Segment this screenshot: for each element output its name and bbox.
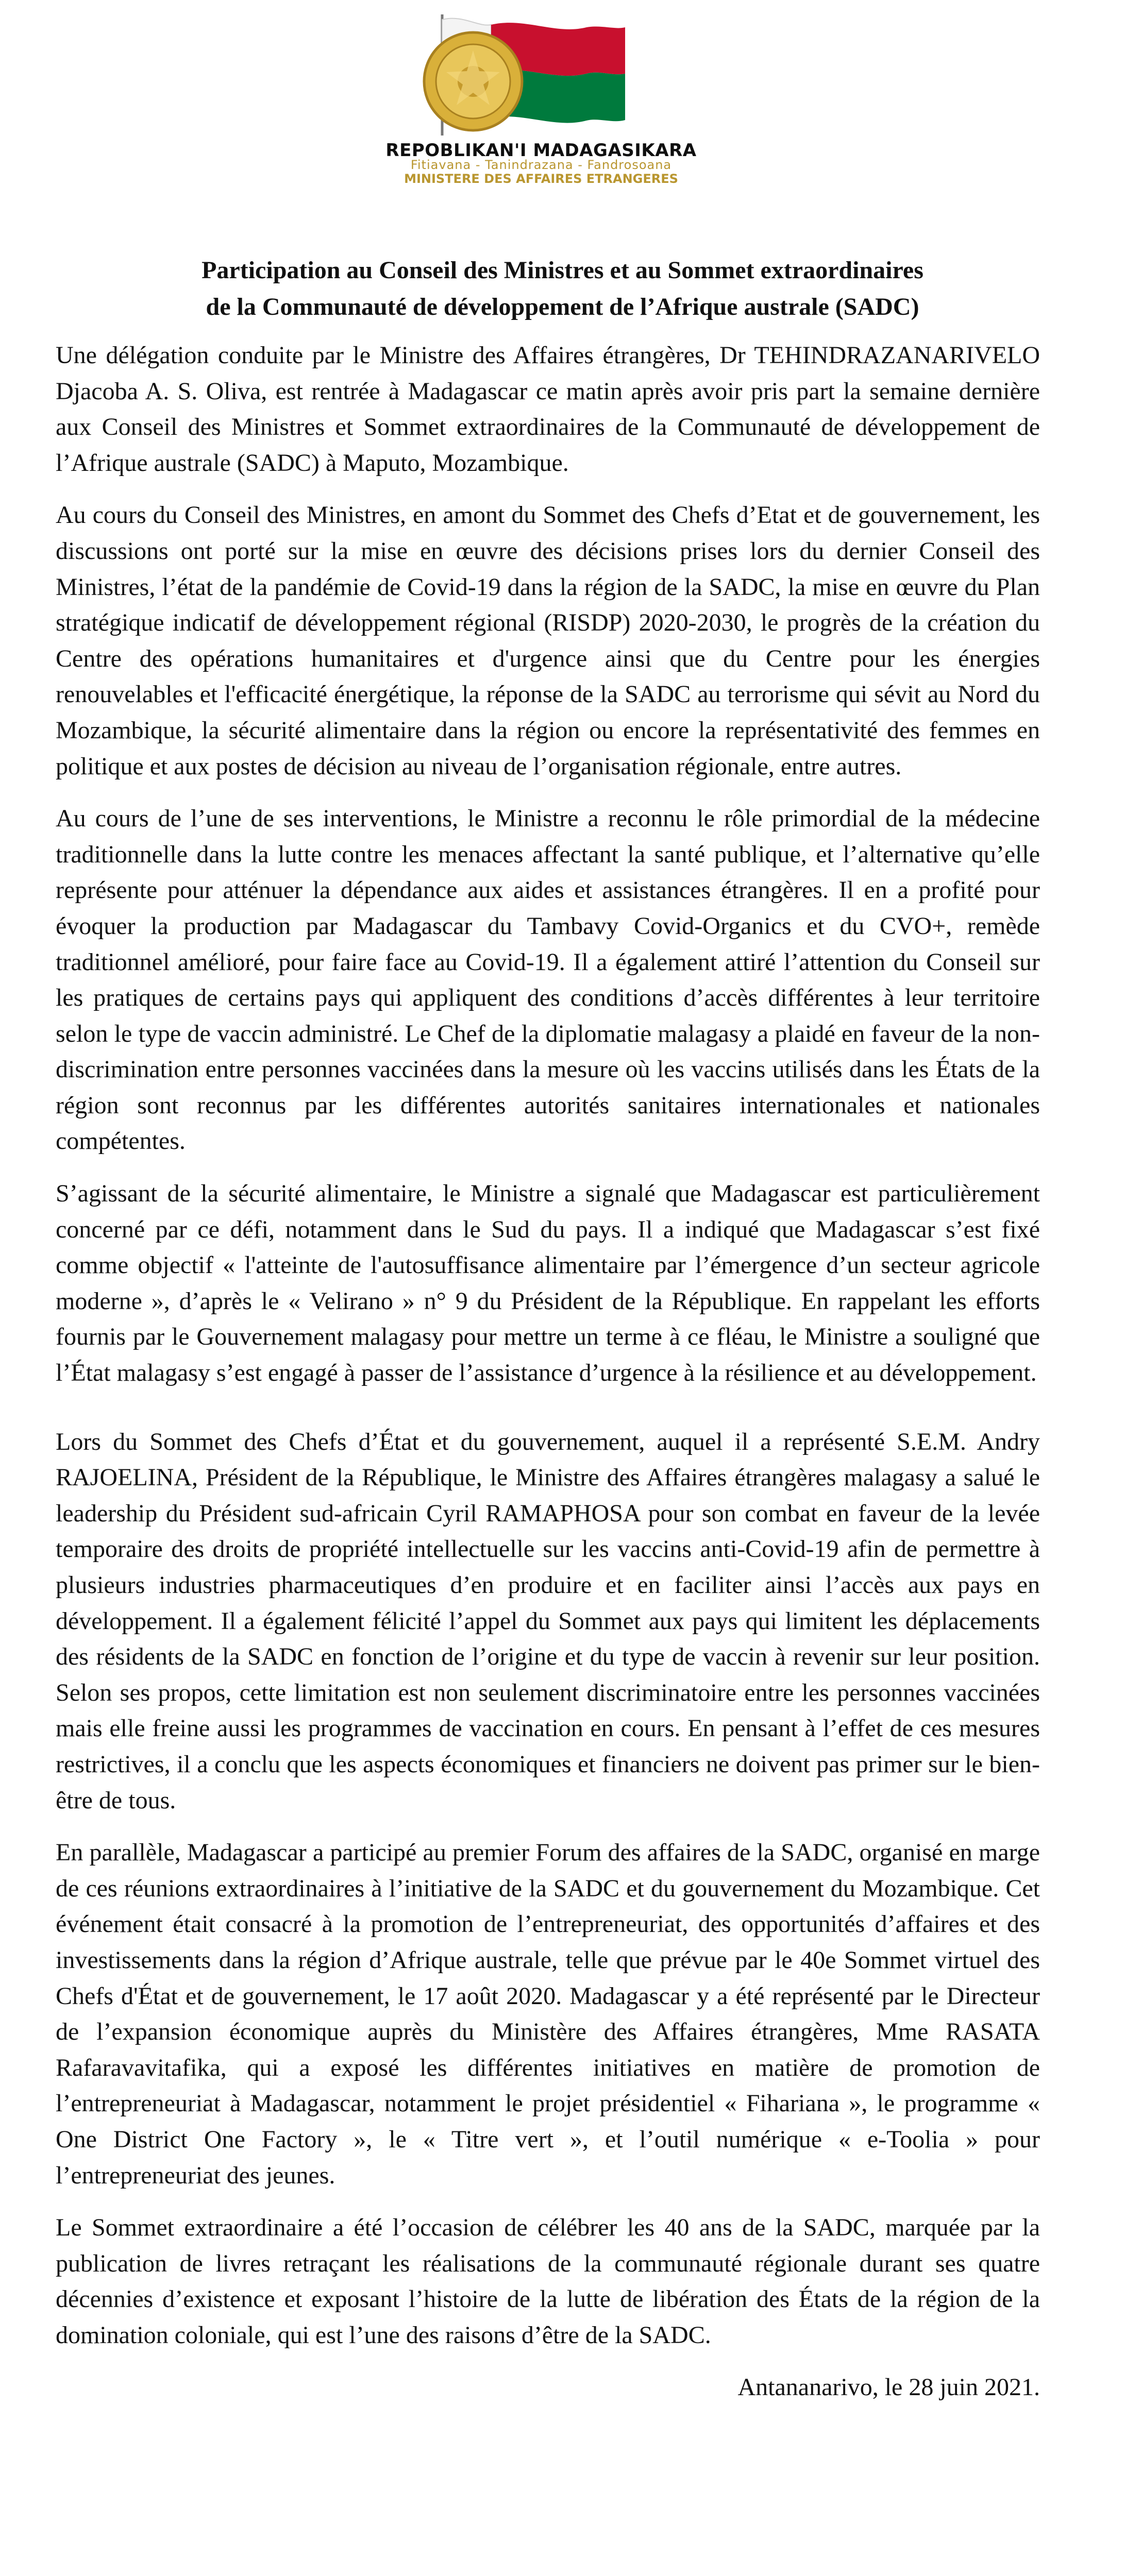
letterhead (0, 0, 1125, 191)
paragraph-food-security: S’agissant de la sécurité alimentaire, le Ministre a signalé que Madagascar est particulièrement concerné par ce défi, notamment dans le Sud du pays. Il a indiqué que Madagascar s’est fixé comme objectif « l'atteinte de l'autosuffisance alimentaire par l’émergence d’un secteur agricole moderne », d’après le « Velirano » n° 9 du Président de la République. En rappelant les efforts fournis par le Gouvernement malagasy pour mettre un terme à ce fléau, le Ministre a souligné que l’État malagasy s’est engagé à passer de l’assistance d’urgence à la résilience et au développement. (56, 1180, 1040, 1387)
paragraph-traditional-medicine: Au cours de l’une de ses interventions, le Ministre a reconnu le rôle primordial de la médecine traditionnelle dans la lutte contre les menaces affectant la santé publique, et l’alternative qu’elle représente pour atténuer la dépendance aux aides et assistances étrangères. Il en a profité pour évoquer la production par Madagascar du Tambavy Covid-Organics et du CVO+, remède traditionnel amélioré, pour faire face au Covid-19. Il a également attiré l’attention du Conseil sur les pratiques de certains pays qui appliquent des conditions d’accès différentes à leur territoire selon le type de vaccin administré. Le Chef de la diplomatie malagasy a plaidé en faveur de la non-discrimination entre personnes vaccinées dans la mesure où les vaccins utilisés dans les États de la région sont reconnus par les différentes autorités sanitaires internationales et nationales compétentes. (56, 805, 1040, 1155)
place-and-date: Antananarivo, le 28 juin 2021. (737, 2374, 1040, 2401)
press-release-body (56, 337, 1040, 2405)
paragraph-business-forum: En parallèle, Madagascar a participé au premier Forum des affaires de la SADC, organisé en marge de ces réunions extraordinaires à l’initiative de la SADC et du gouvernement du Mozambique. Cet événement était consacré à la promotion de l’entrepreneuriat, des opportunités d’affaires et des investissements dans la région d’Afrique australe, telle que prévue par le 40e Sommet virtuel des Chefs d'État et de gouvernement, le 17 août 2020. Madagascar y a été représenté par le Directeur de l’expansion économique auprès du Ministère des Affaires étrangères, Mme RASATA Rafaravavitafika, qui a exposé les différentes initiatives en matière de promotion de l’entrepreneuriat à Madagascar, notamment le projet présidentiel « Fihariana », le programme « One District One Factory », le « Titre vert », et l’outil numérique « e-Toolia » pour l’entrepreneuriat des jeunes. (56, 1839, 1040, 2189)
paragraph-delegation: Une délégation conduite par le Ministre des Affaires étrangères, Dr TEHINDRAZANARIVELO Djacoba A. S. Oliva, est rentrée à Madagascar ce matin après avoir pris part la semaine dernière aux Conseil des Ministres et Sommet extraordinaires de la Communauté de développement de l’Afrique australe (SADC) à Maputo, Mozambique. (56, 342, 1040, 477)
national-motto: Fitiavana - Tanindrazana - Fandrosoana (410, 158, 672, 172)
paragraph-heads-of-state-summit: Lors du Sommet des Chefs d’État et du gouvernement, auquel il a représenté S.E.M. Andry RAJOELINA, Président de la République, le Ministre des Affaires étrangères malagasy a salué le leadership du Président sud-africain Cyril RAMAPHOSA pour son combat en faveur de la levée temporaire des droits de propriété intellectuelle sur les vaccins anti-Covid-19 afin de permettre à plusieurs industries pharmaceutiques d’en produire et en faciliter ainsi l’accès aux pays en développement. Il a également félicité l’appel du Sommet aux pays qui limitent les déplacements des résidents de la SADC en fonction de l’origine et du type de vaccin à revenir sur leur position. Selon ses propos, cette limitation est non seulement discriminatoire entre les personnes vaccinées mais elle freine aussi les programmes de vaccination en cours. En pensant à l’effet de ces mesures restrictives, il a conclu que les aspects économiques et financiers ne doivent pas primer sur le bien-être de tous. (56, 1428, 1040, 1814)
national-emblem-with-flag (370, 4, 710, 143)
page-title-line-2: de la Communauté de développement de l’Afrique australe (SADC) (206, 293, 919, 320)
ministry-name: MINISTERE DES AFFAIRES ETRANGERES (404, 172, 678, 186)
republic-name: REPOBLIKAN'I MADAGASIKARA (385, 140, 697, 161)
paragraph-council-discussions: Au cours du Conseil des Ministres, en amont du Sommet des Chefs d’Etat et de gouvernement, les discussions ont porté sur la mise en œuvre des décisions prises lors du dernier Conseil des Ministres, l’état de la pandémie de Covid-19 dans la région de la SADC, la mise en œuvre du Plan stratégique indicatif de développement régional (RISDP) 2020-2030, le progrès de la création du Centre des opérations humanitaires et d'urgence ainsi que du Centre pour les énergies renouvelables et l'efficacité énergétique, la réponse de la SADC au terrorisme qui sévit au Nord du Mozambique, la sécurité alimentaire dans la région ou encore la représentativité des femmes en politique et aux postes de décision au niveau de l’organisation régionale, entre autres. (56, 501, 1040, 780)
page-title-line-1: Participation au Conseil des Ministres et au Sommet extraordinaires (202, 257, 923, 284)
paragraph-sadc-anniversary: Le Sommet extraordinaire a été l’occasion de célébrer les 40 ans de la SADC, marquée par la publication de livres retraçant les réalisations de la communauté régionale durant ses quatre décennies d’existence et exposant l’histoire de la lutte de libération des États de la région de la domination coloniale, qui est l’une des raisons d’être de la SADC. (56, 2214, 1040, 2349)
